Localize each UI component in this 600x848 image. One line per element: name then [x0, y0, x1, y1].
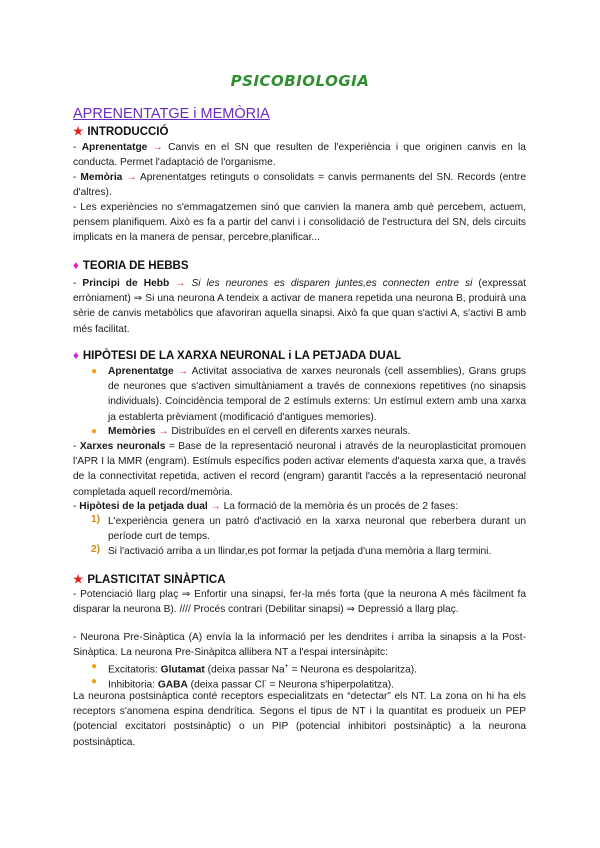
plast-presinaptica: - Neurona Pre-Sinàptica (A) envía la la informació per les dendrites i arriba la sinapsis a la Post-Sinàptica. La neurona Pre-Sinàpitca allibera NT a l'espai intersinàpitc: — [73, 632, 526, 659]
heading-plasticitat: ★ PLASTICITAT SINÀPTICA — [73, 574, 226, 586]
intro-experiencies: - Les experiències no s'emmagatzemen sinó que canvien la manera amb què percebem, actuem, pensem planifiquem. Això es fa a partir del canvi i i consolidació de l'estructura del SN, dels circuits implicats en la manera de pensar, percebre,planificar... — [73, 202, 526, 244]
dual-aprenentatge: Aprenentatge → Activitat associativa de xarxes neuronals (cell assemblies), Grans grups de neurones que s'activen simultàniament a través de connexions repetitives (no sinapsis individuals). Coincidència temporal de 2 estímuls externs: Un estímul extern amb una xarxa ja establerta prèviament (modificació d'antigues memories). — [108, 366, 526, 423]
heading-hipotesi: ♦ HIPÒTESI DE LA XARXA NEURONAL i LA PETJADA DUAL — [73, 350, 402, 362]
bullet-icon: ● — [91, 366, 98, 377]
list-number: 2) — [91, 544, 101, 555]
document-title: PSICOBIOLOGIA — [230, 72, 370, 90]
heading-hebbs: ♦ TEORIA DE HEBBS — [73, 260, 189, 272]
diamond-icon: ♦ — [73, 350, 79, 362]
bullet-icon: ● — [91, 676, 98, 687]
intro-aprenentatge: - Aprenentatge → Canvis en el SN que resulten de l'experiència i que originen canvis en la conducta. Permet l'adaptació de l'organisme. — [73, 142, 526, 169]
hebb-paragraph: - Principi de Hebb → Si les neurones es disparen juntes,es connecten entre si (expressat erròniament) ⇒ Si una neurona A tendeix a activar de manera repetida una neurona B, produirà una sèrie de canvis metabòlics que afavoriran aquella sinapsi. Això fa que quan s'activi A, s'activi B amb més facilitat. — [73, 278, 526, 335]
bullet-icon: ● — [91, 426, 98, 437]
star-icon: ★ — [73, 574, 84, 586]
section-title: APRENENTATGE i MEMÒRIA — [73, 106, 270, 122]
bullet-icon: ● — [91, 661, 98, 672]
dual-memories: Memòries → Distribuïdes en el cervell en diferents xarxes neurals. — [108, 426, 411, 437]
plast-inhibitoria: Inhibitoria: GABA (deixa passar Cl- = Neurona s'hiperpolatitza). — [108, 678, 395, 691]
dual-fase-1: L'experiència genera un patró d'activació en la xarxa neuronal que reberbera durant un període curt de temps. — [108, 516, 526, 543]
dual-xarxes: - Xarxes neuronals = Base de la representació neuronal i através de la neuroplasticitat promouen l'APR I la MMR (engram). Estímuls específics poden activar elements d'aquesta xarxa que, a través de la connectivitat repetida, activen el record (engram) garantit l'accés a la representació neuronal completada aquell record/memòria. — [73, 441, 526, 498]
diamond-icon: ♦ — [73, 260, 79, 272]
list-number: 1) — [91, 514, 101, 525]
dual-petjada: - Hipòtesi de la petjada dual → La formació de la memòria és un procés de 2 fases: — [73, 501, 459, 512]
star-icon: ★ — [73, 126, 84, 138]
intro-memoria: - Memòria → Aprenentatges retinguts o consolidats = canvis permanents del SN. Records (entre d'altres). — [73, 172, 526, 199]
plast-postsinaptica: La neurona postsinàptica conté receptors especialitzats en “detectar” els NT. La zona on hi ha els receptors s'anomena espina dendrítica. Segons el tipus de NT i la quantitat es produeix un PEP (potencial excitatori postsinàptic) o un PIP (potencial inhibitori postsinàptic) a la neurona postsinàptica. — [73, 691, 526, 748]
plast-potenciacio: - Potenciació llarg plaç ⇒ Enfortir una sinapsi, fer-la més forta (que la neurona A més fàcilment fa disparar la neurona B). //// Procés contrari (Debilitar sinapsi) ⇒ Depressió a llarg plaç. — [73, 589, 526, 616]
heading-introduccio: ★ INTRODUCCIÓ — [73, 126, 169, 138]
dual-fase-2: Si l'activació arriba a un llindar,es pot formar la petjada d'una memòria a llarg termini. — [108, 546, 492, 557]
plast-excitatoris: Excitatoris: Glutamat (deixa passar Na+ = Neurona es despolaritza). — [108, 663, 418, 676]
